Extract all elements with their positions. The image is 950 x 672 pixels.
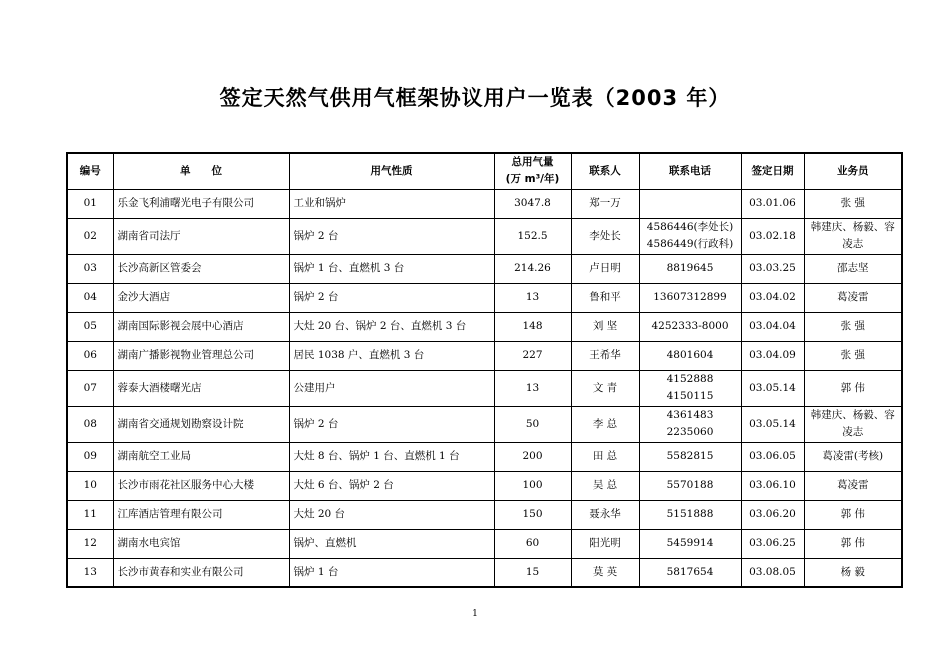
cell-volume: 13: [494, 283, 571, 312]
cell-date: 03.04.04: [741, 312, 804, 341]
table-row: [67, 500, 902, 529]
cell-staff: 张 强: [804, 312, 902, 341]
cell-staff: 韩建庆、杨毅、容凌志: [804, 406, 902, 442]
table-row: [67, 370, 902, 406]
cell-volume: 13: [494, 370, 571, 406]
phone-line: 5570188: [666, 479, 714, 491]
cell-volume: 152.5: [494, 218, 571, 254]
cell-nature: 大灶 8 台、锅炉 1 台、直燃机 1 台: [289, 442, 494, 471]
cell-no: 06: [67, 341, 113, 370]
cell-unit: 蓉泰大酒楼曙光店: [113, 370, 289, 406]
cell-unit: 湖南广播影视物业管理总公司: [113, 341, 289, 370]
cell-date: 03.06.20: [741, 500, 804, 529]
cell-nature: 锅炉 2 台: [289, 218, 494, 254]
table-row: [67, 189, 902, 218]
cell-contact: 卢日明: [571, 254, 639, 283]
phone-line: 2235060: [666, 426, 714, 438]
cell-staff: 郭 伟: [804, 370, 902, 406]
cell-volume: 50: [494, 406, 571, 442]
table-row: [67, 254, 902, 283]
cell-no: 11: [67, 500, 113, 529]
header-phone: 联系电话: [639, 153, 741, 189]
table-row: [67, 312, 902, 341]
cell-volume: 227: [494, 341, 571, 370]
cell-contact: 莫 英: [571, 558, 639, 587]
table-row: [67, 529, 902, 558]
cell-nature: 大灶 20 台、锅炉 2 台、直燃机 3 台: [289, 312, 494, 341]
cell-no: 01: [67, 189, 113, 218]
cell-unit: 长沙高新区管委会: [113, 254, 289, 283]
cell-nature: 大灶 20 台: [289, 500, 494, 529]
cell-date: 03.06.05: [741, 442, 804, 471]
header-no: 编号: [67, 153, 113, 189]
table-row: [67, 471, 902, 500]
cell-phone: [639, 283, 741, 312]
cell-phone: [639, 442, 741, 471]
cell-contact: 吴 总: [571, 471, 639, 500]
cell-contact: 李处长: [571, 218, 639, 254]
cell-phone: [639, 312, 741, 341]
phone-line: 5151888: [666, 508, 714, 520]
cell-phone: [639, 218, 741, 254]
cell-no: 13: [67, 558, 113, 587]
cell-nature: 锅炉 2 台: [289, 406, 494, 442]
cell-staff: 郭 伟: [804, 500, 902, 529]
cell-phone: [639, 406, 741, 442]
cell-no: 08: [67, 406, 113, 442]
table-row: [67, 283, 902, 312]
phone-line: 4252333-8000: [651, 320, 729, 332]
cell-staff: 张 强: [804, 341, 902, 370]
cell-unit: 金沙大酒店: [113, 283, 289, 312]
cell-phone: [639, 558, 741, 587]
header-unit: 单 位: [113, 153, 289, 189]
cell-nature: 工业和锅炉: [289, 189, 494, 218]
cell-staff: 葛凌雷: [804, 283, 902, 312]
cell-no: 02: [67, 218, 113, 254]
header-staff: 业务员: [804, 153, 902, 189]
phone-line: 8819645: [666, 262, 714, 274]
table-row: [67, 406, 902, 442]
cell-date: 03.08.05: [741, 558, 804, 587]
header-date: 签定日期: [741, 153, 804, 189]
cell-phone: [639, 529, 741, 558]
header-volume-line1: 总用气量: [511, 156, 554, 169]
phone-line: 4150115: [666, 390, 714, 402]
cell-contact: 聂永华: [571, 500, 639, 529]
cell-phone: [639, 254, 741, 283]
cell-volume: 3047.8: [494, 189, 571, 218]
cell-date: 03.06.25: [741, 529, 804, 558]
phone-line: 13607312899: [653, 291, 727, 303]
cell-unit: 湖南水电宾馆: [113, 529, 289, 558]
cell-no: 04: [67, 283, 113, 312]
cell-nature: 锅炉 1 台: [289, 558, 494, 587]
cell-volume: 60: [494, 529, 571, 558]
page-number: 1: [472, 609, 478, 619]
cell-unit: 湖南国际影视会展中心酒店: [113, 312, 289, 341]
cell-date: 03.04.09: [741, 341, 804, 370]
cell-no: 07: [67, 370, 113, 406]
user-table: [66, 152, 903, 588]
cell-volume: 100: [494, 471, 571, 500]
cell-phone: [639, 500, 741, 529]
cell-date: 03.06.10: [741, 471, 804, 500]
phone-line: 4361483: [666, 409, 714, 421]
cell-nature: 锅炉 1 台、直燃机 3 台: [289, 254, 494, 283]
table-header-row: [67, 153, 902, 189]
cell-contact: 刘 坚: [571, 312, 639, 341]
cell-volume: 214.26: [494, 254, 571, 283]
cell-nature: 居民 1038 户、直燃机 3 台: [289, 341, 494, 370]
cell-no: 09: [67, 442, 113, 471]
cell-unit: 湖南航空工业局: [113, 442, 289, 471]
table-row: [67, 218, 902, 254]
cell-unit: 乐金飞利浦曙光电子有限公司: [113, 189, 289, 218]
cell-phone: [639, 189, 741, 218]
cell-date: 03.01.06: [741, 189, 804, 218]
cell-nature: 公建用户: [289, 370, 494, 406]
cell-nature: 大灶 6 台、锅炉 2 台: [289, 471, 494, 500]
header-volume-line2: (万 m³/年): [505, 173, 560, 186]
cell-volume: 150: [494, 500, 571, 529]
phone-line: 5459914: [666, 537, 714, 549]
phone-line: 4801604: [666, 349, 714, 361]
cell-contact: 鲁和平: [571, 283, 639, 312]
cell-staff: 葛凌雷: [804, 471, 902, 500]
cell-volume: 148: [494, 312, 571, 341]
table-row: [67, 442, 902, 471]
cell-unit: 湖南省司法厅: [113, 218, 289, 254]
cell-volume: 200: [494, 442, 571, 471]
cell-contact: 王希华: [571, 341, 639, 370]
cell-date: 03.05.14: [741, 406, 804, 442]
phone-line: 4586449(行政科): [646, 238, 734, 250]
cell-date: 03.02.18: [741, 218, 804, 254]
table-body: [67, 189, 902, 587]
cell-date: 03.04.02: [741, 283, 804, 312]
table-row: [67, 341, 902, 370]
phone-line: 4152888: [666, 373, 714, 385]
table-row: [67, 558, 902, 587]
cell-date: 03.03.25: [741, 254, 804, 283]
cell-staff: 张 强: [804, 189, 902, 218]
cell-staff: 郭 伟: [804, 529, 902, 558]
cell-staff: 韩建庆、杨毅、容凌志: [804, 218, 902, 254]
cell-unit: 长沙市黄春和实业有限公司: [113, 558, 289, 587]
header-nature: 用气性质: [289, 153, 494, 189]
cell-contact: 李 总: [571, 406, 639, 442]
cell-no: 03: [67, 254, 113, 283]
header-contact: 联系人: [571, 153, 639, 189]
cell-contact: 阳光明: [571, 529, 639, 558]
cell-date: 03.05.14: [741, 370, 804, 406]
phone-line: 5817654: [666, 565, 714, 578]
phone-line: 5582815: [666, 450, 714, 462]
cell-volume: 15: [494, 558, 571, 587]
cell-unit: 长沙市雨花社区服务中心大楼: [113, 471, 289, 500]
cell-contact: 田 总: [571, 442, 639, 471]
cell-unit: 湖南省交通规划勘察设计院: [113, 406, 289, 442]
cell-contact: 郑一万: [571, 189, 639, 218]
cell-contact: 文 青: [571, 370, 639, 406]
cell-staff: 葛凌雷(考核): [804, 442, 902, 471]
cell-nature: 锅炉 2 台: [289, 283, 494, 312]
cell-no: 05: [67, 312, 113, 341]
cell-phone: [639, 370, 741, 406]
cell-staff: 杨 毅: [804, 558, 902, 587]
cell-nature: 锅炉、直燃机: [289, 529, 494, 558]
cell-unit: 江库酒店管理有限公司: [113, 500, 289, 529]
cell-staff: 邵志坚: [804, 254, 902, 283]
cell-phone: [639, 471, 741, 500]
phone-line: 4586446(李处长): [646, 221, 734, 233]
cell-no: 10: [67, 471, 113, 500]
page-title: 签定天然气供用气框架协议用户一览表（2003 年）: [219, 86, 731, 110]
header-volume: [494, 153, 571, 189]
cell-phone: [639, 341, 741, 370]
cell-no: 12: [67, 529, 113, 558]
